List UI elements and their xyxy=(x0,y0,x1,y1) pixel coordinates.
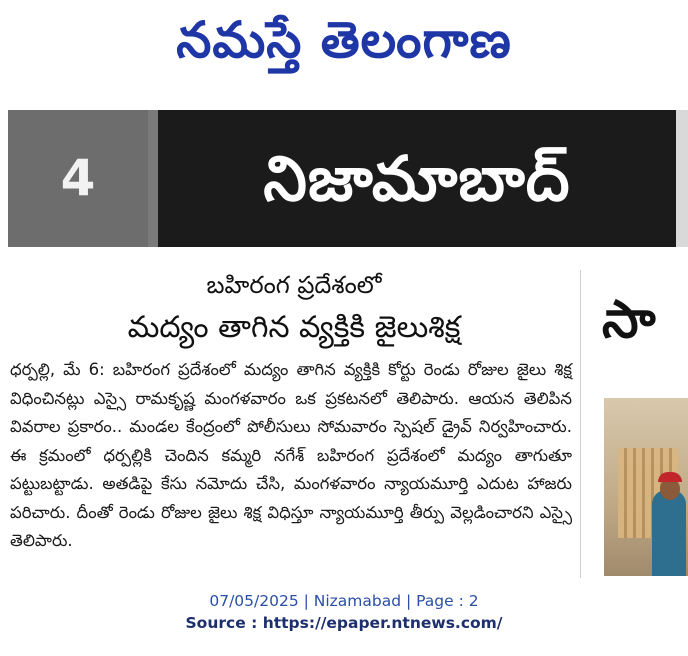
page-number: 4 xyxy=(8,110,148,247)
article-headline: మద్యం తాగిన వ్యక్తికి జైలుశిక్ష xyxy=(127,310,461,345)
section-banner xyxy=(8,110,688,247)
district-title: నిజామాబాద్ xyxy=(263,142,571,215)
footer-edition-info: 07/05/2025 | Nizamabad | Page : 2 xyxy=(209,592,479,610)
article-paragraph: ధర్పల్లి, మే 6: బహిరంగ ప్రదేశంలో మద్యం తాగిన వ్యక్తికి కోర్టు రెండు రోజుల జైలు శిక్ష విధించినట్లు ఎస్సై రామకృష్ణ మంగళవారం ఒక ప్రకటనలో తెలిపారు. ఆయన తెలిపిన వివరాల ప్రకారం.. మండల కేంద్రంలో పోలీసులు సోమవారం స్పెషల్ డ్రైవ్ నిర్వహించారు. ఈ క్రమంలో ధర్పల్లికి చెందిన కమ్మరి నగేశ్ బహిరంగ ప్రదేశంలో మద్యం తాగుతూ పట్టుబట్టాడు. అతడిపై కేసు నమోదు చేసి, మంగళవారం న్యాయమూర్తి ఎదుట హాజరు పరిచారు. దీంతో రెండు రోజుల జైలు శిక్ష విధిస్తూ న్యాయమూర్తి తీర్పు వెల్లడించారని ఎస్సై తెలిపారు. xyxy=(10,360,572,550)
photo-person xyxy=(652,490,686,576)
news-article xyxy=(10,262,578,578)
photo-person-cap xyxy=(658,472,682,482)
district-banner xyxy=(158,110,676,247)
page-footer xyxy=(0,590,688,634)
side-article-photo xyxy=(604,398,688,576)
column-divider xyxy=(580,270,581,578)
side-article-headline: సా xyxy=(602,290,656,350)
footer-source-link[interactable]: Source : https://epaper.ntnews.com/ xyxy=(185,614,503,632)
banner-edge xyxy=(676,110,688,247)
newspaper-masthead xyxy=(0,4,688,76)
masthead-title: నమస్తే తెలంగాణ xyxy=(176,11,512,69)
article-kicker: బహిరంగ ప్రదేశంలో xyxy=(206,271,382,299)
article-body xyxy=(10,356,578,556)
